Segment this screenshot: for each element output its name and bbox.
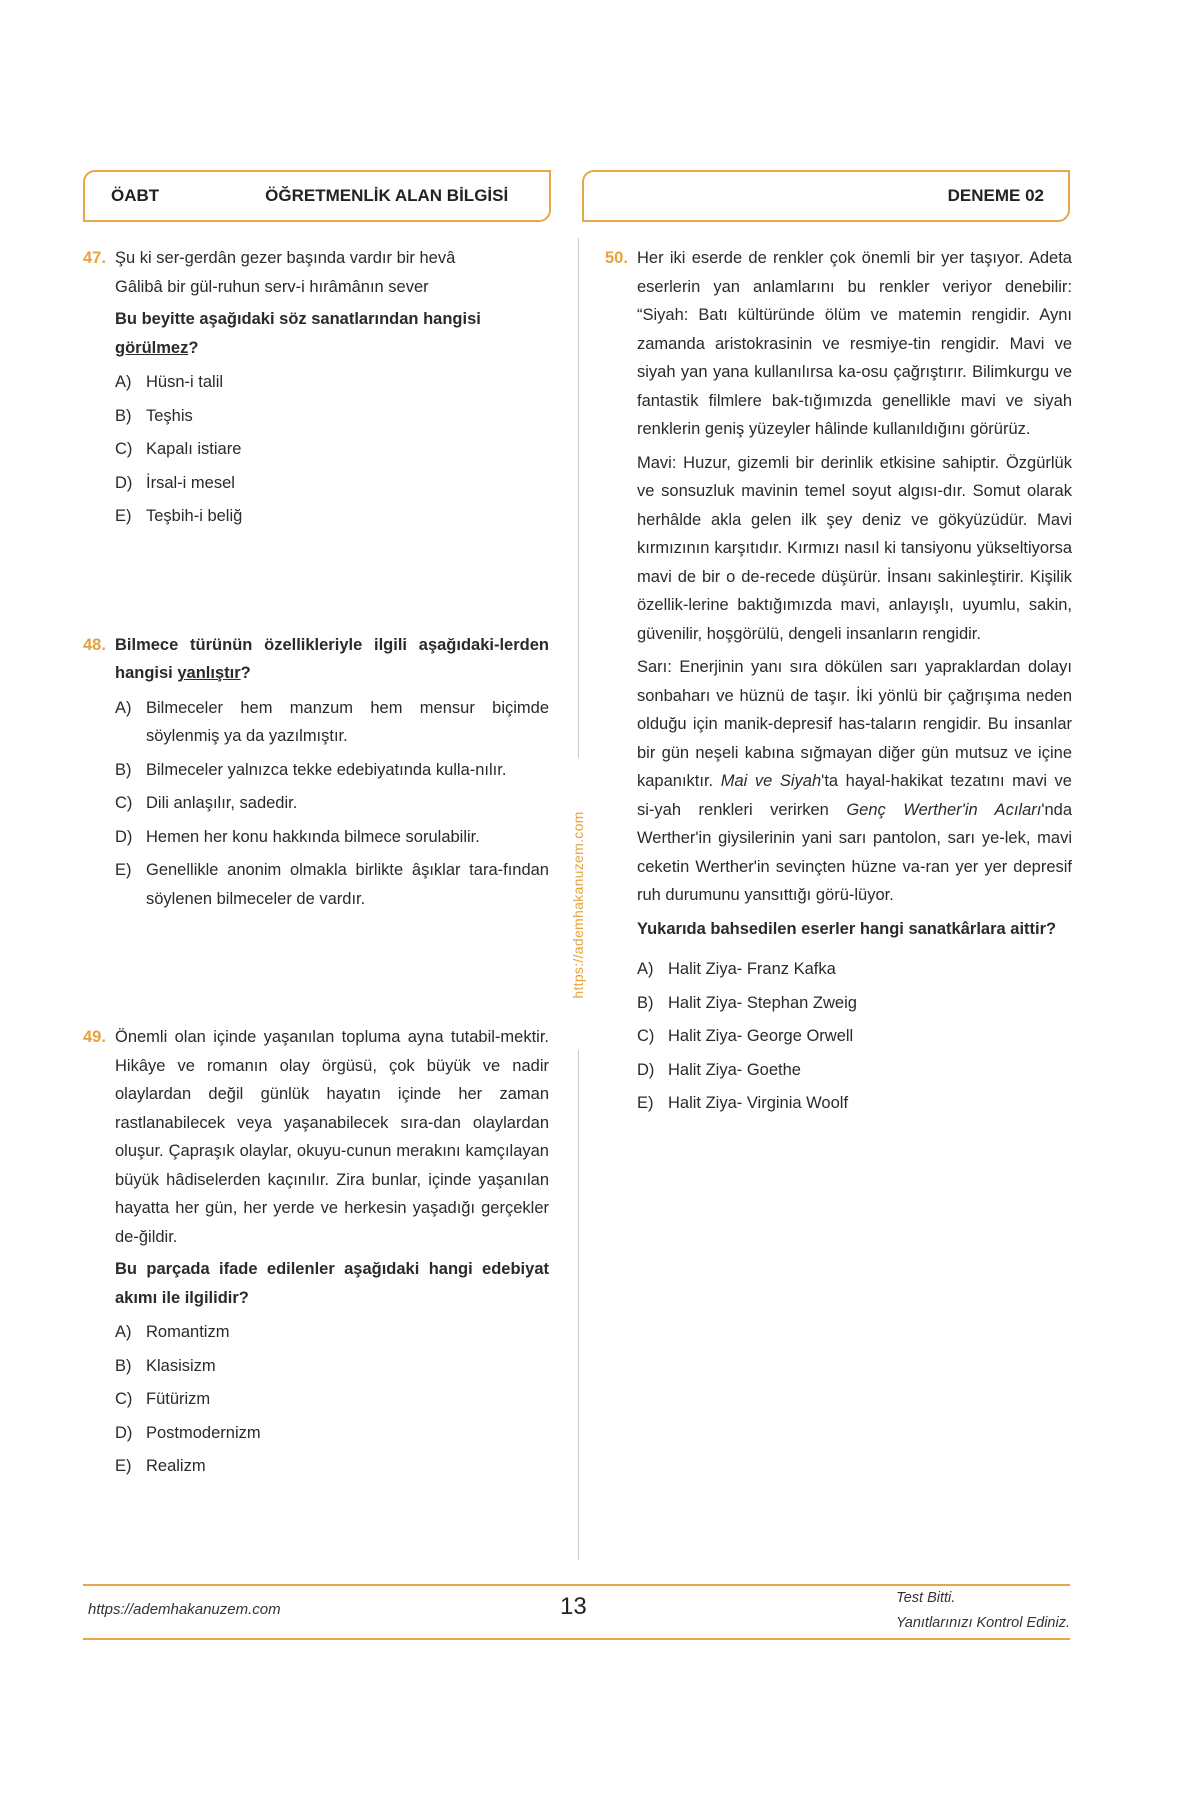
verse-line: Şu ki ser-gerdân gezer başında vardır bir hevâ: [115, 249, 456, 267]
answer-option-d[interactable]: D) İrsal-i mesel: [115, 473, 235, 492]
question-47: [83, 244, 549, 531]
right-column: [605, 244, 1072, 1123]
answer-option-b[interactable]: B) Klasisizm: [115, 1356, 216, 1375]
question-stem: [115, 305, 549, 362]
answer-option-b[interactable]: B) Bilmeceler yalnızca tekke edebiyatında kulla-nılır.: [115, 760, 507, 779]
column-divider: [578, 1050, 579, 1560]
answer-option-a[interactable]: A) Halit Ziya- Franz Kafka: [637, 960, 836, 978]
answer-option-e[interactable]: E) Realizm: [115, 1457, 206, 1475]
stem-text: ?: [240, 664, 251, 682]
answer-option-d[interactable]: D) Postmodernizm: [115, 1423, 261, 1442]
stem-emphasis: görülmez: [115, 338, 189, 357]
verse-line: Gâlibâ bir gül-ruhun serv-i hırâmânın sever: [115, 277, 429, 296]
passage-paragraph: Sarı: Enerjinin yanı sıra dökülen sarı yapraklardan dolayı sonbaharı ve hüznü de taşır. İki yönlü bir çağrışıma neden olduğu için manik-depresif has-taların rengidir. Bu insanlar bir gün neşeli kabına sığmayan diğer gün mutsuz ve içine kapanıktır. Mai ve Siyah'ta hayal-hakikat tezatını mavi ve si-yah renkleri verirken Genç Werther'in Acıları'nda Werther'in giysilerinin yani sarı pantolon, sarı ye-lek, mavi ceketin Werther'in sevinçten hüzne va-ran yer yer depresif ruh durumunu yansıttığı görü-lüyor.: [637, 658, 1073, 904]
answer-option-d[interactable]: D) Halit Ziya- Goethe: [637, 1060, 801, 1079]
answer-option-a[interactable]: A) Romantizm: [115, 1323, 230, 1341]
question-number: 50.: [605, 249, 628, 267]
footer-rule: [83, 1638, 1070, 1640]
answer-option-e[interactable]: E) Teşbih-i beliğ: [115, 507, 243, 525]
question-stem: Yukarıda bahsedilen eserler hangi sanatkârlara aittir?: [637, 919, 1057, 938]
column-divider: [578, 238, 579, 758]
answer-option-c[interactable]: C) Kapalı istiare: [115, 440, 242, 458]
question-stem: Bu parçada ifade edilenler aşağıdaki hangi edebiyat akımı ile ilgilidir?: [115, 1260, 549, 1307]
answer-options: [115, 1318, 549, 1481]
stem-text: Bilmece türünün özellikleriyle ilgili aşağıdaki-lerden hangisi: [115, 635, 549, 682]
answer-option-b[interactable]: B) Halit Ziya- Stephan Zweig: [637, 993, 857, 1012]
answer-options: [637, 955, 1072, 1118]
left-column: [83, 244, 549, 1486]
answer-option-b[interactable]: B) Teşhis: [115, 406, 193, 425]
stem-emphasis: yanlıştır: [177, 664, 241, 682]
answer-option-e[interactable]: E) Genellikle anonim olmakla birlikte âşıklar tara-fından söylenen bilmeceler de vardır.: [115, 861, 549, 908]
header-right-box: [582, 170, 1070, 222]
question-number: 49.: [83, 1028, 106, 1046]
answer-option-c[interactable]: C) Dili anlaşılır, sadedir.: [115, 794, 298, 812]
answer-options: [115, 694, 549, 914]
passage-paragraph: Her iki eserde de renkler çok önemli bir yer taşıyor. Adeta eserlerin yan anlamlarını bu renkler veriyor denebilir: “Siyah: Batı kültüründe ölüm ve matemin rengidir. Aynı zamanda aristokrasinin ve resmiye-tin rengidir. Mavi ve siyah yan yana kullanılırsa ka-osu çağrıştırır. Bilimkurgu ve fantastik filmlere bak-tığımızda genellikle mavi ve siyah renklerin geniş yüzeyler hâlinde kullanıldığını görürüz.: [637, 249, 1072, 438]
work-title: Genç Werther'in Acıları: [846, 800, 1042, 819]
side-url-watermark: https://ademhakanuzem.com: [570, 811, 586, 999]
answer-option-a[interactable]: A) Bilmeceler hem manzum hem mensur biçimde söylenmiş ya da yazılmıştır.: [115, 698, 549, 745]
exam-type-label: ÖABT: [111, 186, 160, 205]
answer-option-e[interactable]: E) Halit Ziya- Virginia Woolf: [637, 1094, 849, 1112]
stem-text: Bu beyitte aşağıdaki söz sanatlarından hangisi: [115, 310, 481, 328]
question-stem: [115, 631, 549, 688]
page-number: 13: [560, 1593, 587, 1620]
test-end-line: Yanıtlarınızı Kontrol Ediniz.: [896, 1615, 1070, 1631]
header-left-box: [83, 170, 551, 222]
question-48: [83, 631, 549, 914]
answer-option-c[interactable]: C) Halit Ziya- George Orwell: [637, 1027, 854, 1045]
work-title: Mai ve Siyah: [720, 772, 822, 790]
footer-url[interactable]: https://ademhakanuzem.com: [88, 1601, 281, 1618]
answer-option-d[interactable]: D) Hemen her konu hakkında bilmece sorulabilir.: [115, 827, 480, 846]
test-end-note: [896, 1586, 1070, 1636]
passage-paragraph: Mavi: Huzur, gizemli bir derinlik etkisine sahiptir. Özgürlük ve sonsuzluk mavinin temel soyut algısı-dır. Somut olarak herhâlde akla gelen ilk şey deniz ve gökyüzüdür. Mavi kırmızının karşıtıdır. Kırmızı nasıl ki tansiyonu yükseltiyorsa mavi de bir o de-recede düşürür. İnsanı sakinleştirir. Kişilik özellik-lerine baktığımızda mavi, anlayışlı, uyumlu, sakin, güvenilir, hoşgörülü, dengeli insanların rengidir.: [637, 453, 1072, 643]
stem-text: ?: [188, 338, 199, 357]
test-end-line: Test Bitti.: [896, 1590, 956, 1606]
answer-options: [115, 368, 549, 531]
question-49: [83, 1023, 549, 1481]
question-number: 47.: [83, 249, 106, 267]
question-50: [605, 244, 1072, 1118]
answer-option-a[interactable]: A) Hüsn-i talil: [115, 373, 224, 391]
answer-option-c[interactable]: C) Fütürizm: [115, 1390, 211, 1408]
exam-section-title: ÖĞRETMENLİK ALAN BİLGİSİ: [265, 186, 509, 205]
question-passage: Önemli olan içinde yaşanılan topluma ayna tutabil-mektir. Hikâye ve romanın olay örgüsü, çok büyük ve nadir olaylardan değil günlük hayatın içinde her zaman rastlanabilecek veya yaşanabilecek sıra-dan olaylardan oluşur. Çapraşık olaylar, okuyu-cunun merakını kamçılayan büyük hâdiselerden kaçınılır. Zira bunlar, içinde yaşanılan hayatta her gün, her yerde ve herkesin yaşadığı gerçekler de-ğildir.: [115, 1028, 549, 1246]
exam-number-label: DENEME 02: [947, 186, 1044, 205]
question-number: 48.: [83, 635, 106, 654]
